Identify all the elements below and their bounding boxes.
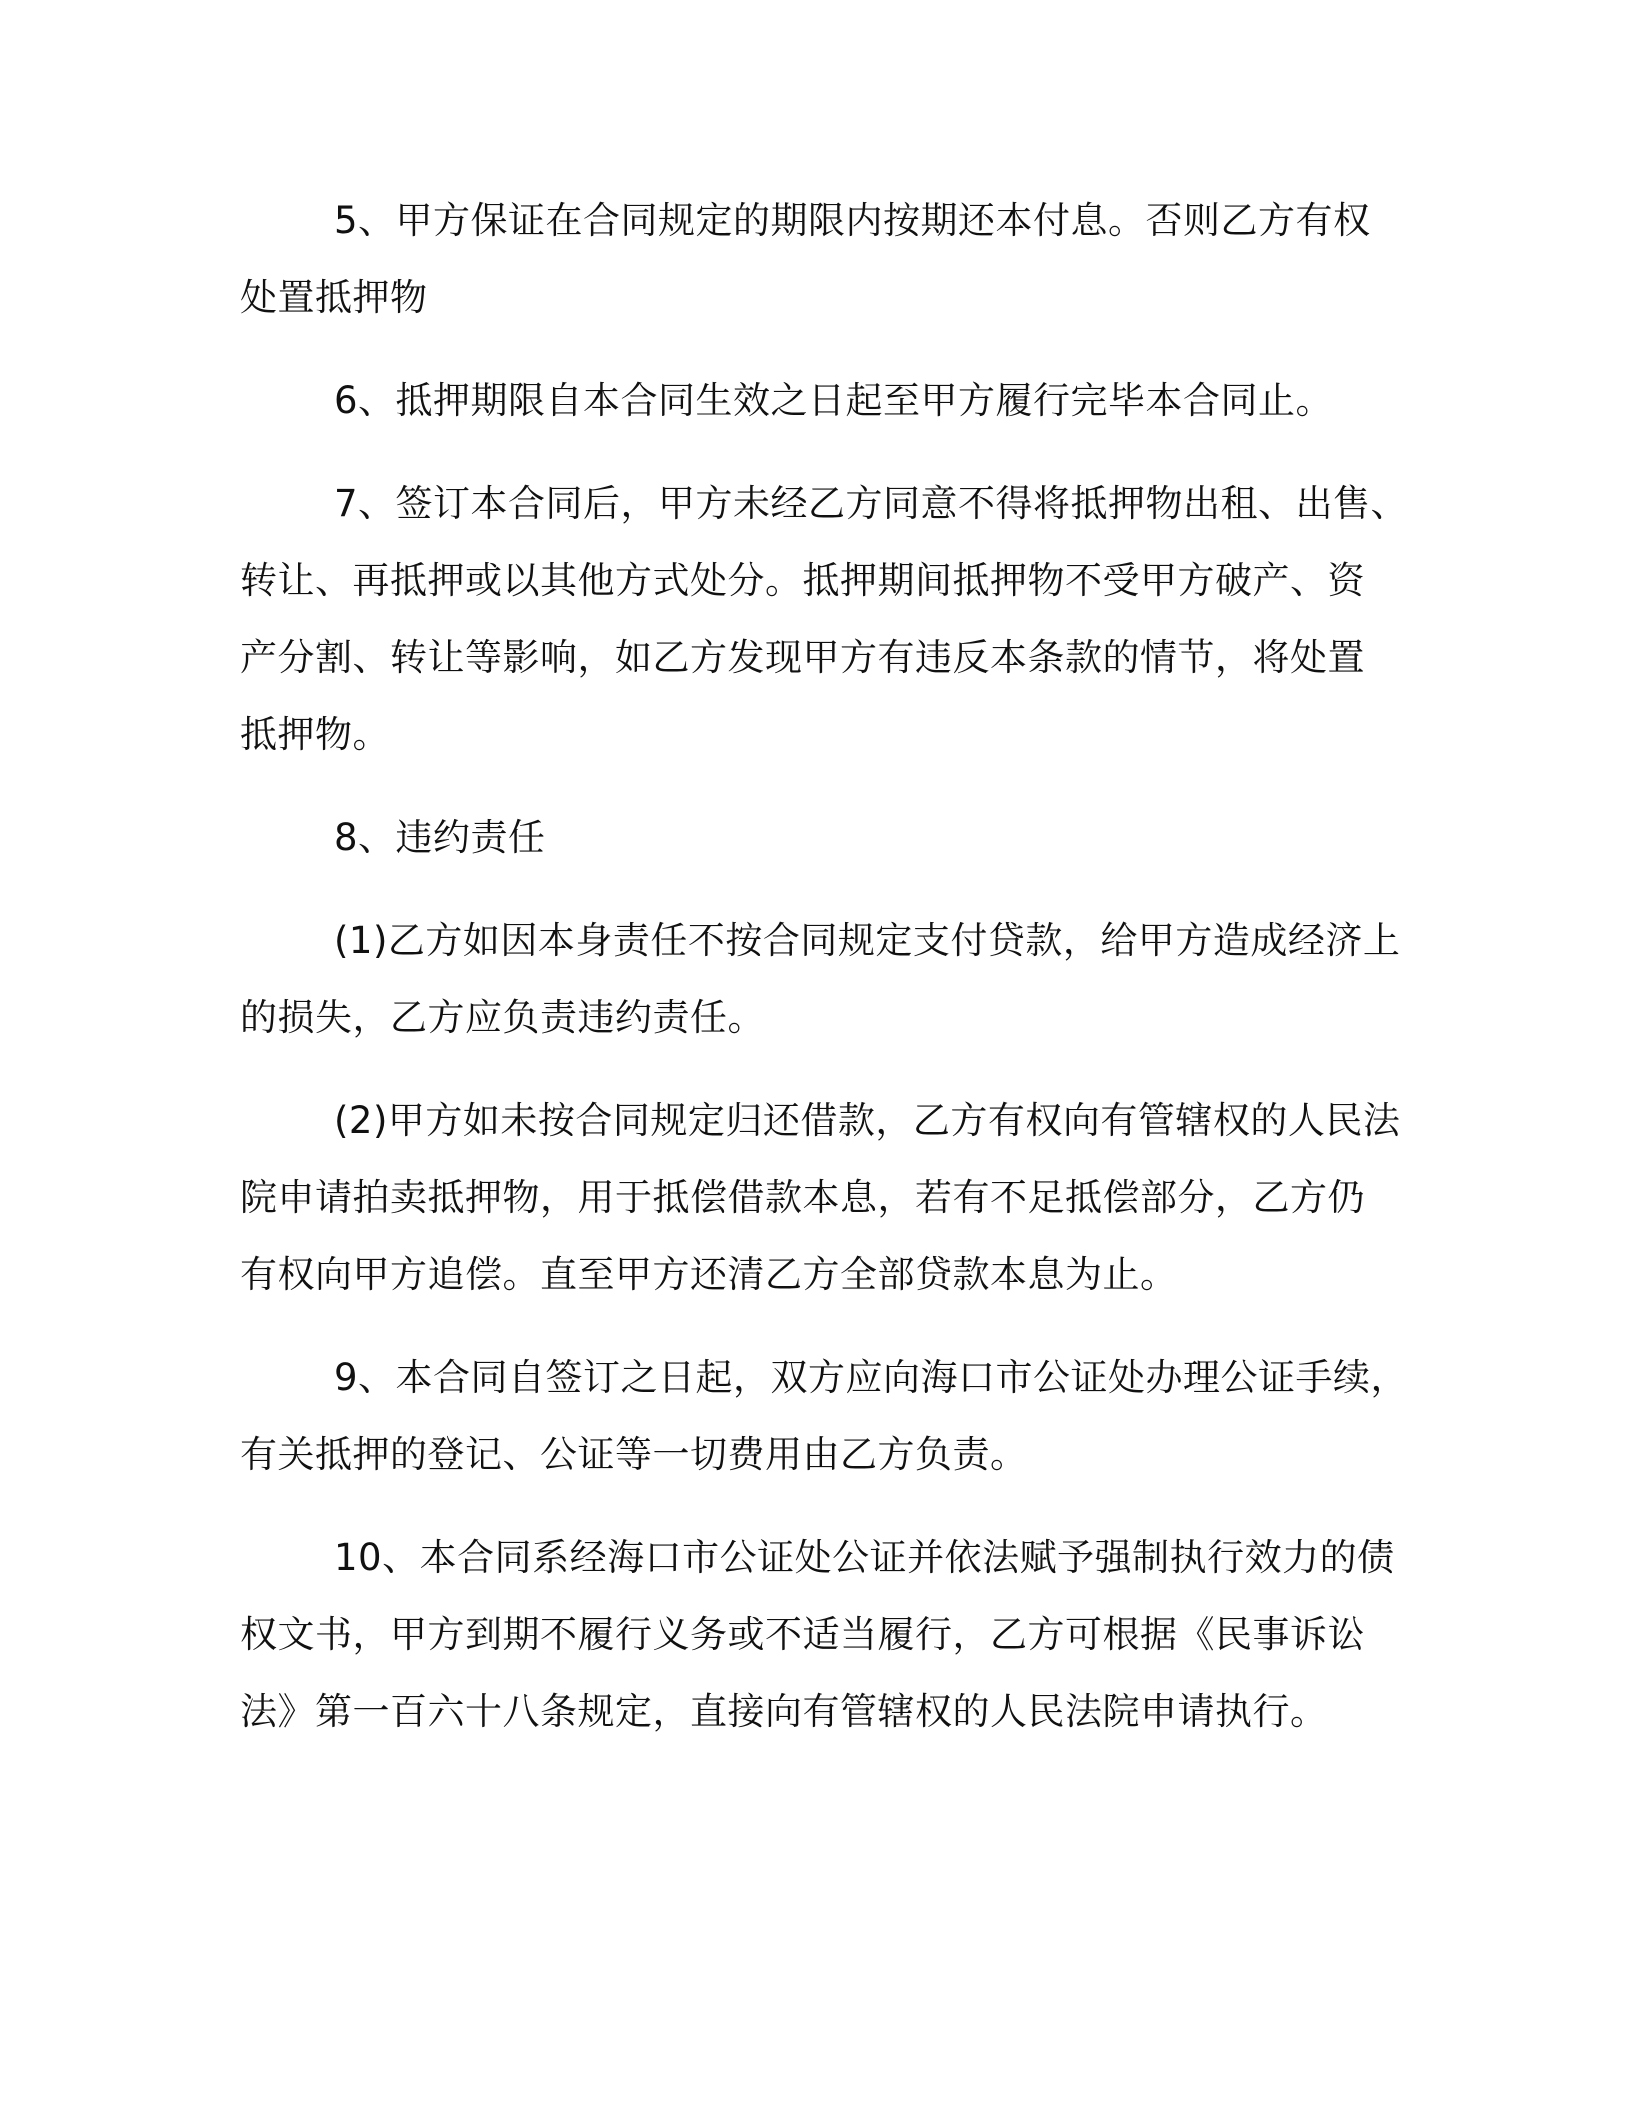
clause-7 xyxy=(240,465,1409,773)
document-body xyxy=(240,182,1409,1776)
clause-8-heading xyxy=(240,799,1388,876)
text-line: 转让、再抵押或以其他方式处分。抵押期间抵押物不受甲方破产、资 xyxy=(240,559,1365,602)
text-line: 院申请拍卖抵押物，用于抵偿借款本息，若有不足抵偿部分，乙方仍 xyxy=(240,1176,1365,1219)
text-line: 7、签订本合同后，甲方未经乙方同意不得将抵押物出租、出售、 xyxy=(334,482,1409,525)
text-line: 产分割、转让等影响，如乙方发现甲方有违反本条款的情节，将处置 xyxy=(240,636,1365,679)
text-line: 5、甲方保证在合同规定的期限内按期还本付息。否则乙方有权 xyxy=(334,199,1371,242)
text-line: 抵押物。 xyxy=(240,713,390,756)
text-line: 的损失，乙方应负责违约责任。 xyxy=(240,996,765,1039)
clause-10 xyxy=(240,1519,1395,1750)
text-line: 处置抵押物 xyxy=(240,276,428,319)
text-line: 法》第一百六十八条规定，直接向有管辖权的人民法院申请执行。 xyxy=(240,1690,1328,1733)
clause-5 xyxy=(240,182,1388,336)
clause-8-1 xyxy=(240,902,1401,1056)
text-line: 有关抵押的登记、公证等一切费用由乙方负责。 xyxy=(240,1433,1028,1476)
text-line: 6、抵押期限自本合同生效之日起至甲方履行完毕本合同止。 xyxy=(334,379,1334,422)
text-line: 8、违约责任 xyxy=(334,816,546,859)
text-line: 9、本合同自签订之日起，双方应向海口市公证处办理公证手续， xyxy=(334,1356,1409,1399)
text-line: 权文书，甲方到期不履行义务或不适当履行，乙方可根据《民事诉讼 xyxy=(240,1613,1365,1656)
clause-8-2 xyxy=(240,1082,1401,1313)
text-line: (2)甲方如未按合同规定归还借款，乙方有权向有管辖权的人民法 xyxy=(334,1099,1401,1142)
text-line: 10、本合同系经海口市公证处公证并依法赋予强制执行效力的债 xyxy=(334,1536,1395,1579)
text-line: 有权向甲方追偿。直至甲方还清乙方全部贷款本息为止。 xyxy=(240,1253,1178,1296)
text-line: (1)乙方如因本身责任不按合同规定支付贷款，给甲方造成经济上 xyxy=(334,919,1401,962)
clause-6 xyxy=(240,362,1388,439)
clause-9 xyxy=(240,1339,1409,1493)
